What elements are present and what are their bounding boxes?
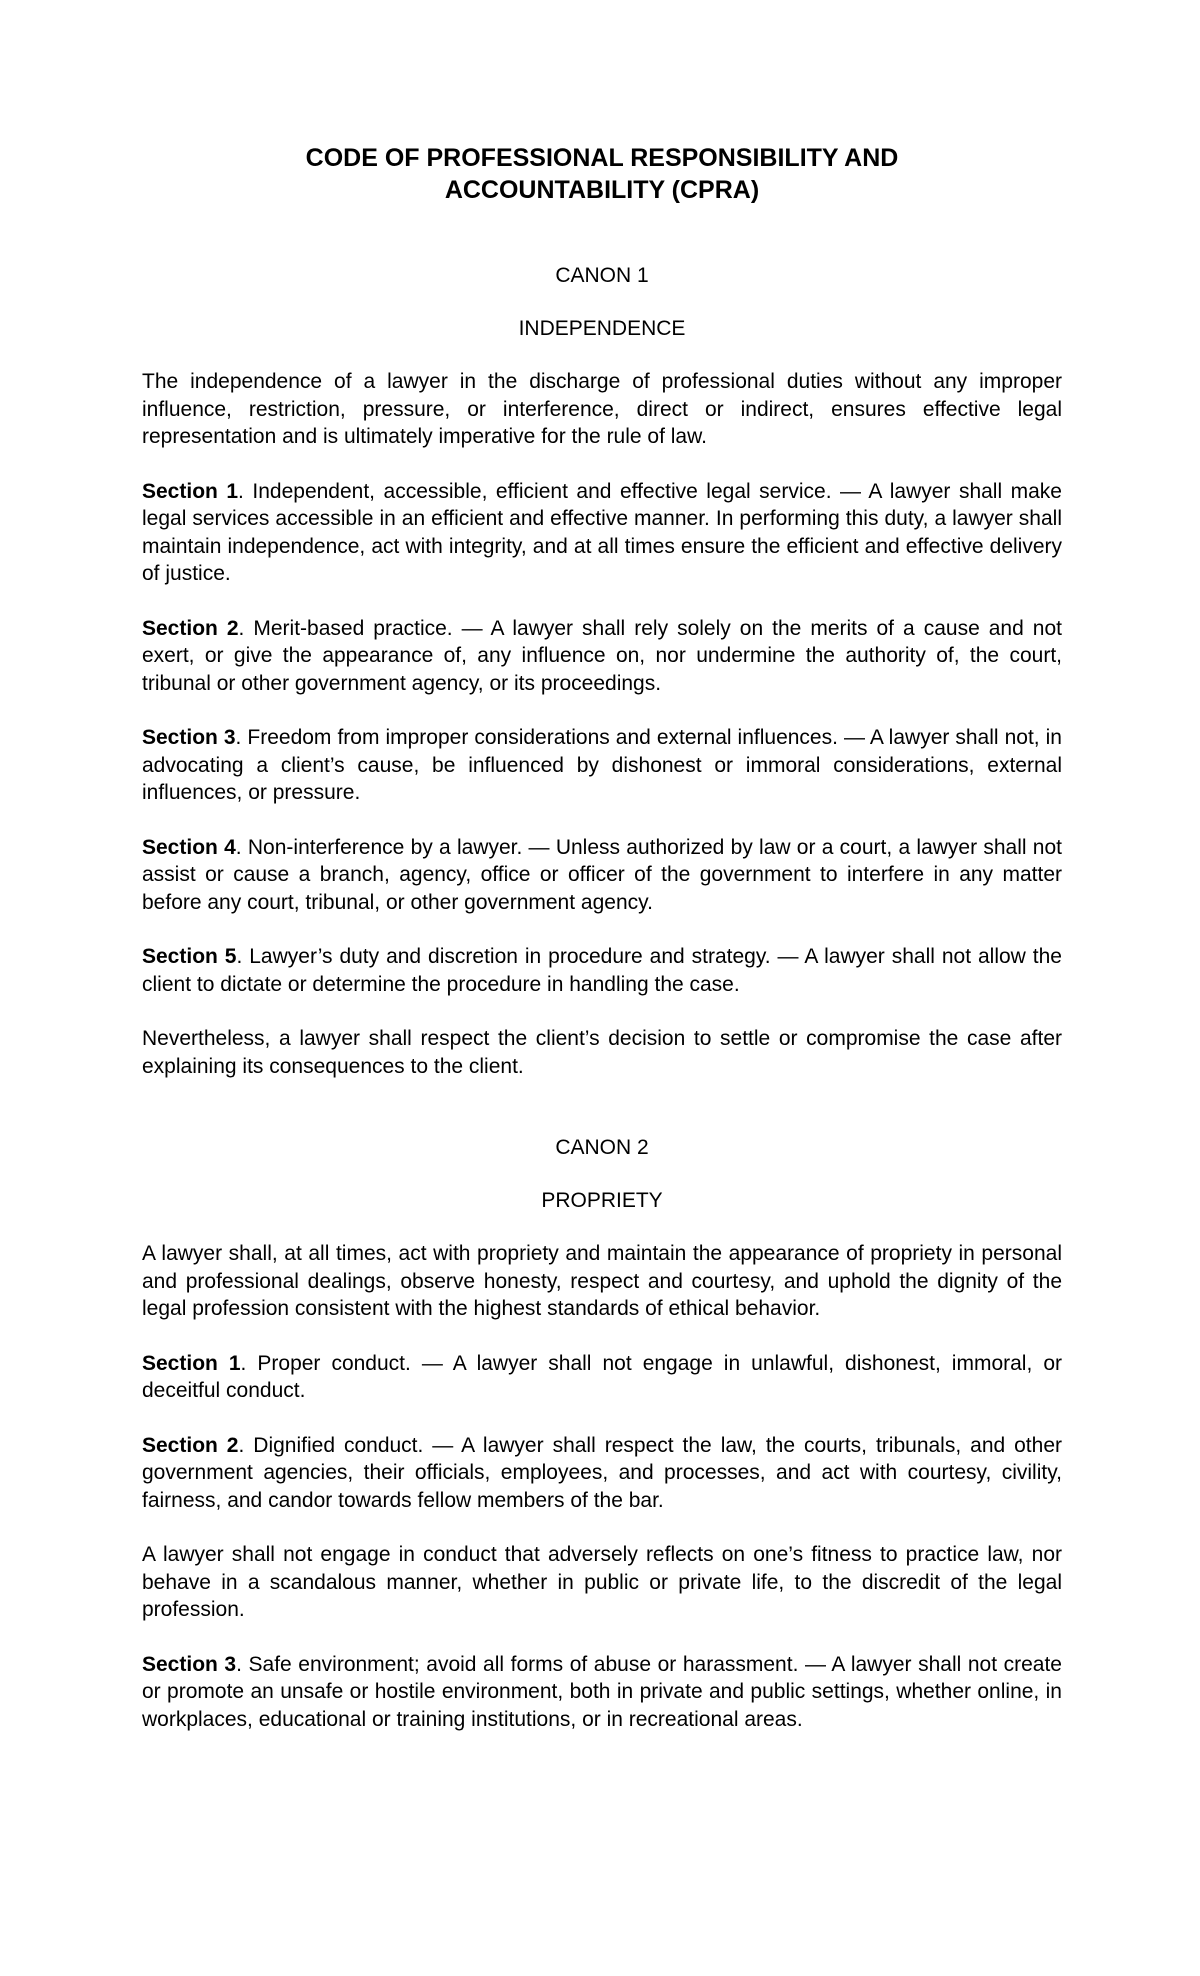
section-label: Section 2	[142, 616, 239, 640]
canon-1-section-5-continuation: Nevertheless, a lawyer shall respect the client’s decision to settle or compromise the case after explaining its consequences to the client.	[142, 1027, 1062, 1078]
section-label: Section 3	[142, 726, 236, 749]
section-text: . Dignified conduct. — A lawyer shall respect the law, the courts, tribunals, and other government agencies, their officials, employees, and processes, and act with courtesy, civility, fairness, and candor towards fellow members of the bar.	[142, 1433, 1062, 1512]
canon-1-section-5	[142, 943, 1062, 998]
section-label: Section 3	[142, 1652, 237, 1676]
section-text: . Proper conduct. — A lawyer shall not engage in unlawful, dishonest, immoral, or deceitful conduct.	[142, 1351, 1062, 1402]
canon-2-section-2-continuation: A lawyer shall not engage in conduct that adversely reflects on one’s fitness to practice law, nor behave in a scandalous manner, whether in public or private life, to the discredit of the legal profession.	[142, 1543, 1062, 1621]
document-title-line-1: CODE OF PROFESSIONAL RESPONSIBILITY AND	[305, 144, 899, 172]
section-text: . Independent, accessible, efficient and effective legal service. — A lawyer shall make legal services accessible in an efficient and effective manner. In performing this duty, a lawyer shall maintain independence, act with integrity, and at all times ensure the efficient and effective delivery of justice.	[142, 479, 1062, 585]
section-label: Section 1	[142, 479, 239, 503]
canon-1-section-2	[142, 615, 1062, 698]
canon-2-section-2	[142, 1432, 1062, 1515]
section-text: . Non-interference by a lawyer. — Unless authorized by law or a court, a lawyer shall not assist or cause a branch, agency, office or officer of the government to interfere in any matter before any court, tribunal, or other government agency.	[142, 835, 1062, 914]
document-body	[142, 142, 1062, 1733]
canon-2-intro: A lawyer shall, at all times, act with propriety and maintain the appearance of propriety in personal and professional dealings, observe honesty, respect and courtesy, and uphold the dignity of the legal profession consistent with the highest standards of ethical behavior.	[142, 1242, 1062, 1320]
canon-1-intro: The independence of a lawyer in the discharge of professional duties without any improper influence, restriction, pressure, or interference, direct or indirect, ensures effective legal representation and is ultimately imperative for the rule of law.	[142, 370, 1062, 448]
canon-2-number: CANON 2	[555, 1136, 649, 1159]
canon-1-section-1	[142, 478, 1062, 588]
document-title	[142, 142, 1062, 206]
canon-1-section-4	[142, 834, 1062, 917]
canon-2-name: PROPRIETY	[541, 1189, 663, 1212]
section-label: Section 5	[142, 945, 237, 968]
section-text: . Safe environment; avoid all forms of abuse or harassment. — A lawyer shall not create or promote an unsafe or hostile environment, both in private and public settings, whether online, in workplaces, educational or training institutions, or in recreational areas.	[142, 1652, 1062, 1731]
section-text: . Merit-based practice. — A lawyer shall rely solely on the merits of a cause and not exert, or give the appearance of, any influence on, nor undermine the authority of, the court, tribunal or other government agency, or its proceedings.	[142, 616, 1062, 695]
document-title-line-2: ACCOUNTABILITY (CPRA)	[444, 176, 760, 204]
canon-1-section-3	[142, 724, 1062, 807]
section-label: Section 4	[142, 835, 236, 859]
canon-2-section-1	[142, 1350, 1062, 1405]
section-text: . Lawyer’s duty and discretion in procedure and strategy. — A lawyer shall not allow the client to dictate or determine the procedure in handling the case.	[142, 945, 1062, 996]
section-label: Section 2	[142, 1433, 239, 1457]
canon-1-name: INDEPENDENCE	[518, 317, 686, 340]
canon-2-section-3	[142, 1651, 1062, 1734]
section-text: . Freedom from improper considerations and external influences. — A lawyer shall not, in advocating a client’s cause, be influenced by dishonest or immoral considerations, external influences, or pressure.	[142, 726, 1062, 804]
section-label: Section 1	[142, 1351, 241, 1375]
canon-1-number: CANON 1	[555, 264, 649, 287]
